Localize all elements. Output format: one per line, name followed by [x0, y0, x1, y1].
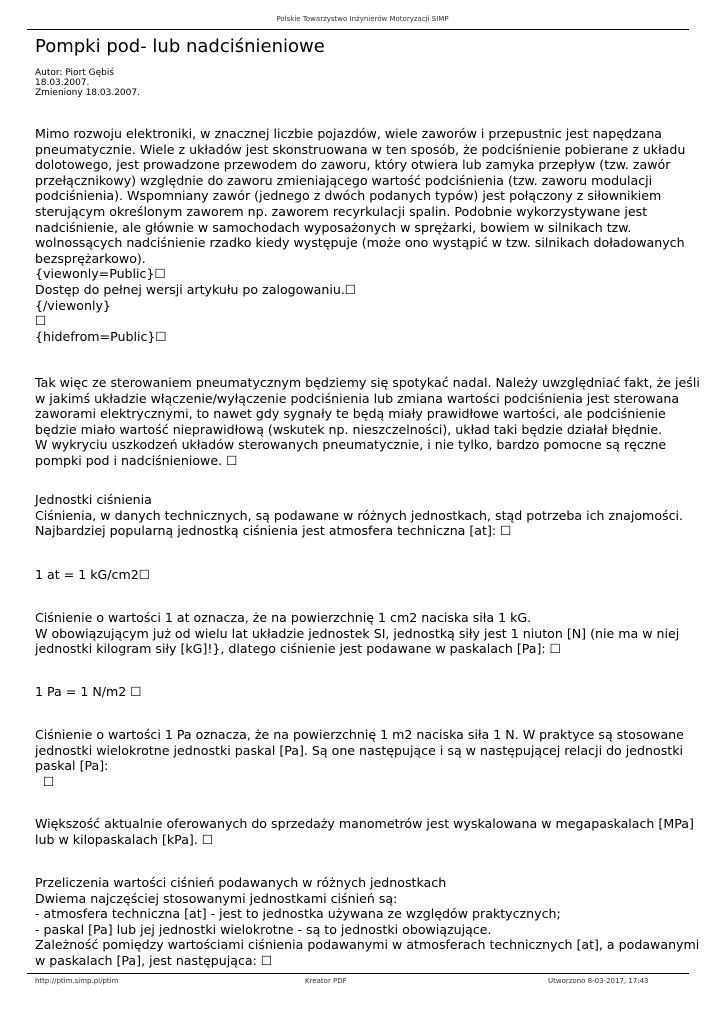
- text-line: Ciśnienia, w danych technicznych, są podawane w różnych jednostkach, stąd potrzeba ich znajomości.: [35, 507, 684, 523]
- text-line: {viewonly=Public}☐: [35, 266, 166, 282]
- text-line: - paskal [Pa] lub jej jednostki wielokrotne - są to jednostki obowiązujące.: [35, 921, 492, 937]
- paragraph-manometers: [35, 816, 694, 847]
- paragraph-units: [35, 492, 685, 539]
- text-line: bezsprężarkowo).: [35, 250, 146, 266]
- text-line: w jakimś układzie włączenie/wyłączenie podciśnienia lub zmiana wartości podciśnienia jest sterowana: [35, 390, 680, 406]
- text-line: Większość aktualnie oferowanych do sprzedaży manometrów jest wyskalowana w megapaskalach [MPa]: [35, 816, 694, 831]
- text-line: Najbardziej popularną jednostką ciśnienia jest atmosfera techniczna [at]: ☐: [35, 523, 512, 539]
- text-line: W wykryciu uszkodzeń układów sterowanych pneumatycznie, i nie tylko, bardzo pomocne są ręczne: [35, 437, 667, 453]
- header-rule: [27, 29, 689, 30]
- paragraph-conversion: [35, 875, 700, 969]
- text-line: lub w kilopaskalach [kPa]. ☐: [35, 831, 214, 847]
- text-line: dolotowego, jest prowadzone przewodem do zaworu, który otwiera lub zamyka przepływ (tzw. zawór: [35, 157, 671, 173]
- text-line: jednostki wielokrotne jednostki paskal [Pa]. Są one następujące i są w następującej relacji do jednostki: [35, 742, 683, 758]
- footer-url: http://ptim.simp.pl/ptim: [35, 977, 119, 985]
- page-header: Polskie Towarzystwo Inżynierów Motoryzacji SIMP: [276, 15, 449, 23]
- paragraph-intro: [35, 126, 685, 344]
- text-line: Tak więc ze sterowaniem pneumatycznym będziemy się spotykać nadal. Należy uwzględniać fakt, że jeśli: [35, 375, 700, 390]
- text-line: podciśnienia). Wspomniany zawór (jednego z dwóch podanych typów) jest połączony z siłownikiem: [35, 188, 662, 204]
- modified-line: Zmieniony 18.03.2007.: [35, 88, 140, 98]
- text-line: {/viewonly}: [35, 297, 111, 313]
- text-line: ☐: [35, 773, 55, 789]
- date-line: 18.03.2007.: [35, 78, 90, 88]
- article-meta: [35, 68, 140, 98]
- text-line: sterującym określonym zaworem np. zaworem recyrkulacji spalin. Podobnie wykorzystywane jest: [35, 203, 648, 219]
- text-line: paskal [Pa]:: [35, 758, 109, 774]
- formula-pa: [35, 684, 685, 700]
- text-line: Ciśnienie o wartości 1 Pa oznacza, że na powierzchnię 1 m2 naciska siła 1 N. W praktyce są stosowane: [35, 727, 684, 742]
- text-line: Jednostki ciśnienia: [35, 492, 152, 507]
- text-line: 1 Pa = 1 N/m2 ☐: [35, 684, 142, 699]
- text-line: Dwiema najczęściej stosowanymi jednostkami ciśnień są:: [35, 890, 398, 906]
- text-line: wolnossących nadciśnienie rzadko kiedy występuje (może ono wystąpić w tzw. silnikach doładowanych: [35, 235, 685, 251]
- text-line: Mimo rozwoju elektroniki, w znacznej liczbie pojazdów, wiele zaworów i przepustnic jest napędzana: [35, 126, 663, 141]
- text-line: zaworami elektrycznymi, to nawet gdy sygnały te będą miały prawidłowe wartości, ale podciśnienie: [35, 406, 666, 422]
- text-line: W obowiązującym już od wielu lat układzie jednostek SI, jednostką siły jest 1 niuton [N] (nie ma w niej: [35, 625, 680, 641]
- text-line: 1 at = 1 kG/cm2☐: [35, 567, 151, 582]
- paragraph-pa: [35, 727, 685, 789]
- paragraph-pneumatic: [35, 375, 700, 469]
- formula-at: [35, 567, 685, 583]
- footer-rule: [27, 973, 689, 974]
- text-line: Zależność pomiędzy wartościami ciśnienia podawanymi w atmosferach technicznych [at], a podawanymi: [35, 937, 700, 953]
- text-line: będzie miało wartość nieprawidłową (wskutek np. nieszczelności), układ taki będzie działał błędnie.: [35, 421, 663, 437]
- text-line: pneumatycznie. Wiele z układów jest skonstruowana w ten sposób, że podciśnienie pobierane z układu: [35, 141, 686, 157]
- text-line: Dostęp do pełnej wersji artykułu po zalogowaniu.☐: [35, 281, 357, 297]
- text-line: nadciśnienie, ale głównie w samochodach wyposażonych w sprężarki, bowiem w silnikach tzw.: [35, 219, 632, 235]
- author-line: Autor: Piort Gębiś: [35, 68, 115, 78]
- text-line: w paskalach [Pa], jest następująca: ☐: [35, 952, 273, 968]
- text-line: jednostki kilogram siły [kG]!}, dlatego ciśnienie jest podawane w paskalach [Pa]: ☐: [35, 641, 561, 657]
- text-line: {hidefrom=Public}☐: [35, 328, 167, 344]
- text-line: Ciśnienie o wartości 1 at oznacza, że na powierzchnię 1 cm2 naciska siła 1 kG.: [35, 610, 532, 625]
- text-line: ☐: [35, 313, 47, 329]
- footer-created: Utworzono 8-03-2017, 17:43: [548, 977, 649, 985]
- text-line: - atmosfera techniczna [at] - jest to jednostka używana ze względów praktycznych;: [35, 906, 561, 922]
- text-line: przełącznikowy) względnie do zaworu zmieniającego wartość podciśnienia (tzw. zaworu modulacji: [35, 172, 653, 188]
- article-title: Pompki pod- lub nadciśnieniowe: [35, 36, 325, 57]
- text-line: pompki pod i nadciśnieniowe. ☐: [35, 452, 238, 468]
- text-line: Przeliczenia wartości ciśnień podawanych w różnych jednostkach: [35, 875, 447, 890]
- paragraph-si: [35, 610, 685, 657]
- footer-generator: Kreator PDF: [305, 977, 347, 985]
